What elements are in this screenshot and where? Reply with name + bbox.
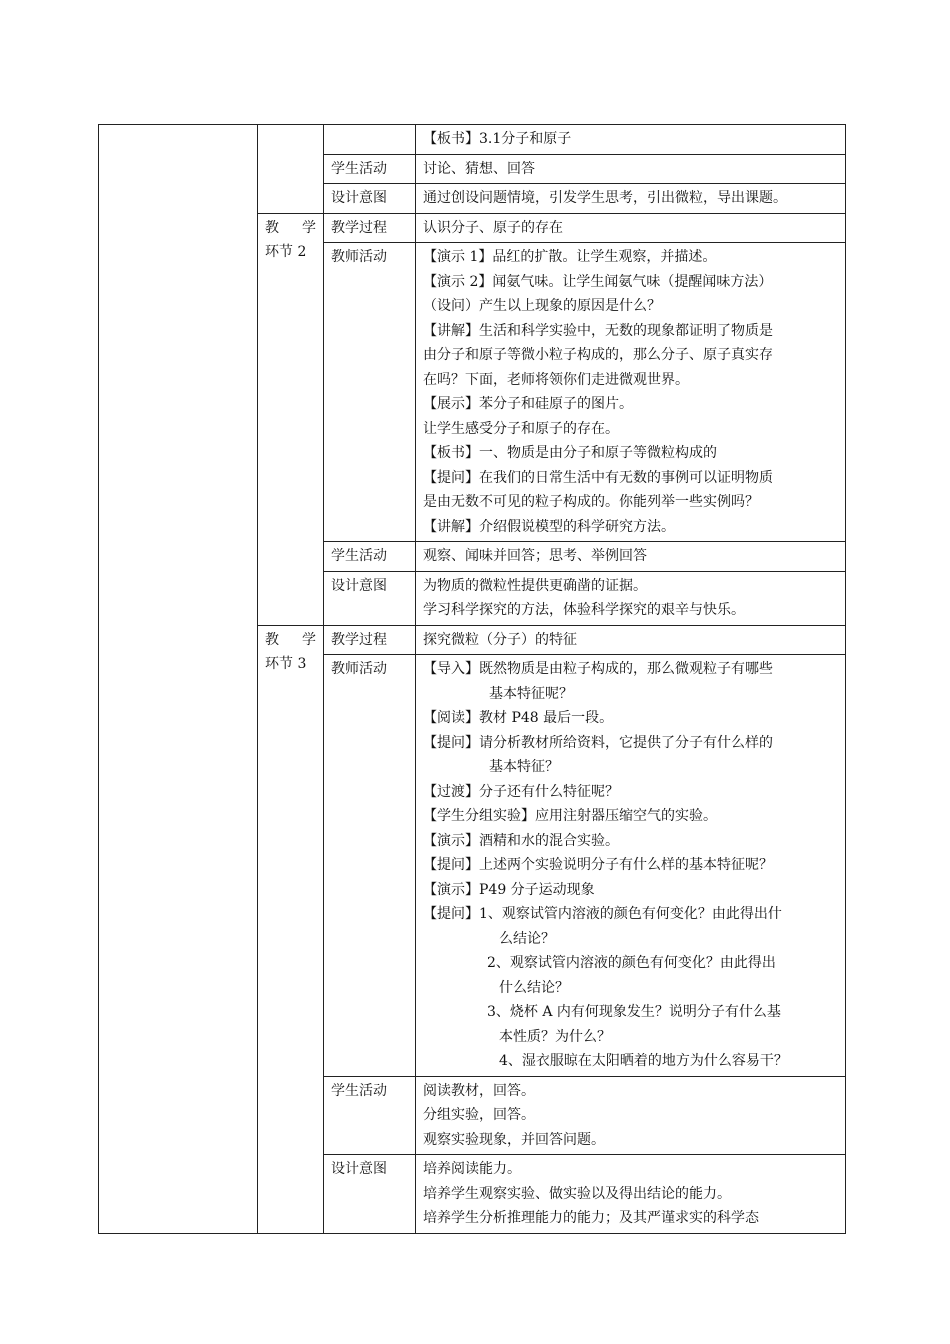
row-label: 设计意图 (324, 571, 416, 625)
text-line: 为物质的微粒性提供更确凿的证据。 (423, 577, 647, 594)
row-content: 通过创设问题情境，引发学生思考，引出微粒，导出课题。 (416, 184, 846, 214)
text-line: 【提问】1、观察试管内溶液的颜色有何变化？由此得出什 (423, 906, 782, 922)
text-line: 么结论？ (499, 930, 555, 947)
text-line: 本性质？为什么？ (499, 1028, 611, 1045)
text-line: 【阅读】教材 P48 最后一段。 (423, 710, 614, 726)
text-line: 学习科学探究的方法，体验科学探究的艰辛与快乐。 (423, 602, 745, 618)
text-line: 由分子和原子等微小粒子构成的，那么分子、原子真实存 (423, 347, 773, 363)
teacher-activity (416, 655, 846, 1077)
row-content: 认识分子、原子的存在 (416, 213, 846, 243)
text-line: 基本特征？ (489, 759, 559, 775)
design-intent (416, 571, 846, 625)
text-line: 【板书】一、物质是由分子和原子等微粒构成的 (423, 445, 717, 461)
text-line: （设问）产生以上现象的原因是什么？ (423, 298, 661, 314)
text-line: 【演示】酒精和水的混合实验。 (423, 832, 619, 849)
text-line: 【提问】在我们的日常生活中有无数的事例可以证明物质 (423, 469, 773, 486)
row-label: 设计意图 (324, 1155, 416, 1234)
row-label: 学生活动 (324, 154, 416, 184)
text-line: 阅读教材，回答。 (423, 1082, 535, 1099)
section-label-char: 学 (302, 631, 316, 648)
text-line: 观察实验现象，并回答问题。 (423, 1131, 605, 1148)
text-line: 【提问】请分析教材所给资料，它提供了分子有什么样的 (423, 734, 773, 751)
text-line: 【讲解】生活和科学实验中，无数的现象都证明了物质是 (423, 322, 773, 339)
section-label-char: 教 (265, 219, 279, 236)
row-content: 讨论、猜想、回答 (416, 154, 846, 184)
blank-left-column (99, 125, 258, 1234)
row-label: 学生活动 (324, 542, 416, 572)
section-label (258, 213, 324, 625)
row-label-empty (324, 125, 416, 155)
text-line: 【过渡】分子还有什么特征呢？ (423, 783, 619, 800)
text-line: 【演示 2】闻氨气味。让学生闻氨气味（提醒闻味方法） (423, 273, 773, 290)
text-line: 让学生感受分子和原子的存在。 (423, 420, 619, 437)
row-label: 学生活动 (324, 1076, 416, 1155)
text-line: 3、烧杯 A 内有何现象发生？说明分子有什么基 (487, 1004, 781, 1020)
text-line: 【演示】P49 分子运动现象 (423, 881, 595, 898)
section-label-empty (258, 125, 324, 214)
section-label-number: 环节 3 (265, 656, 307, 672)
text-line: 培养学生分析推理能力的能力；及其严谨求实的科学态 (423, 1210, 759, 1226)
text-line: 是由无数不可见的粒子构成的。你能列举一些实例吗？ (423, 494, 759, 510)
teacher-activity (416, 243, 846, 542)
text-line: 在吗？下面，老师将领你们走进微观世界。 (423, 371, 689, 388)
text-line: 什么结论？ (499, 979, 569, 996)
student-activity (416, 1076, 846, 1155)
table-row (99, 125, 846, 155)
row-label: 设计意图 (324, 184, 416, 214)
text-line: 【提问】上述两个实验说明分子有什么样的基本特征呢？ (423, 857, 773, 873)
row-content: 探究微粒（分子）的特征 (416, 625, 846, 655)
section-label-char: 教 (265, 631, 279, 648)
row-label: 教师活动 (324, 243, 416, 542)
text-line: 【展示】苯分子和硅原子的图片。 (423, 396, 633, 412)
text-line: 培养学生观察实验、做实验以及得出结论的能力。 (423, 1185, 731, 1202)
row-content: 观察、闻味并回答；思考、举例回答 (416, 542, 846, 572)
section-label (258, 625, 324, 1233)
row-label: 教学过程 (324, 213, 416, 243)
text-line: 4、湿衣服晾在太阳晒着的地方为什么容易干？ (499, 1053, 788, 1069)
text-line: 2、观察试管内溶液的颜色有何变化？由此得出 (487, 955, 776, 971)
section-label-char: 学 (302, 219, 316, 236)
text-line: 基本特征呢？ (489, 685, 573, 702)
text-line: 【导入】既然物质是由粒子构成的，那么微观粒子有哪些 (423, 661, 773, 677)
board-line: 【板书】3.1分子和原子 (416, 125, 846, 155)
row-label: 教师活动 (324, 655, 416, 1077)
design-intent (416, 1155, 846, 1234)
row-label: 教学过程 (324, 625, 416, 655)
section-label-number: 环节 2 (265, 244, 307, 260)
text-line: 【讲解】介绍假说模型的科学研究方法。 (423, 518, 675, 535)
text-line: 【学生分组实验】应用注射器压缩空气的实验。 (423, 808, 717, 824)
text-line: 分组实验，回答。 (423, 1107, 535, 1123)
text-line: 【演示 1】品红的扩散。让学生观察，并描述。 (423, 249, 717, 265)
text-line: 培养阅读能力。 (423, 1161, 521, 1177)
lesson-plan-table (98, 124, 846, 1234)
